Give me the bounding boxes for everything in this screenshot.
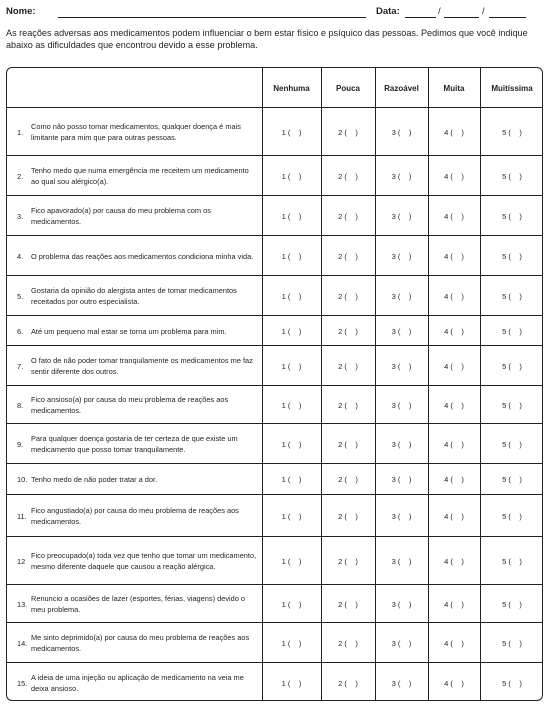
question-text — [17, 386, 257, 424]
question-text — [17, 585, 257, 623]
option-3-checkbox[interactable]: 3 ( ) — [391, 251, 412, 261]
option-3-checkbox[interactable]: 3 ( ) — [391, 599, 412, 609]
option-5-checkbox[interactable]: 5 ( ) — [502, 556, 522, 566]
option-5-checkbox[interactable]: 5 ( ) — [502, 439, 522, 449]
option-1-checkbox[interactable]: 1 ( ) — [281, 291, 302, 301]
date-day-field[interactable] — [405, 17, 436, 18]
option-4-checkbox[interactable]: 4 ( ) — [444, 211, 464, 221]
question-body: O problema das reações aos medicamentos condiciona minha vida. — [31, 251, 254, 261]
question-body: Como não posso tomar medicamentos, qualquer doença é mais limitante para mim que para outras pessoas. — [31, 122, 241, 142]
option-2-checkbox[interactable]: 2 ( ) — [338, 556, 358, 566]
name-label: Nome: — [6, 6, 36, 17]
option-2-checkbox[interactable]: 2 ( ) — [338, 171, 358, 181]
option-1-checkbox[interactable]: 1 ( ) — [281, 127, 302, 137]
option-4-checkbox[interactable]: 4 ( ) — [444, 511, 464, 521]
table-row — [7, 156, 542, 196]
option-3-checkbox[interactable]: 3 ( ) — [391, 211, 412, 221]
question-text — [17, 623, 257, 663]
option-5-checkbox[interactable]: 5 ( ) — [502, 171, 522, 181]
option-4-checkbox[interactable]: 4 ( ) — [444, 556, 464, 566]
question-text — [17, 196, 257, 236]
question-body: Gostaria da opinião do alergista antes de tomar medicamentos receitados por outro especialista. — [31, 286, 237, 306]
form-header — [6, 4, 546, 20]
question-body: Fico ansioso(a) por causa do meu problema de reações aos medicamentos. — [31, 395, 229, 415]
question-number: 6. — [17, 326, 24, 336]
question-number: 4. — [17, 251, 24, 261]
option-5-checkbox[interactable]: 5 ( ) — [502, 475, 522, 484]
table-row — [7, 236, 542, 276]
table-row — [7, 196, 542, 236]
option-1-checkbox[interactable]: 1 ( ) — [281, 511, 302, 521]
option-1-checkbox[interactable]: 1 ( ) — [281, 251, 302, 261]
question-body: Fico preocupado(a) toda vez que tenho que tomar um medicamento, mesmo diferente daquele que causou a reação alérgica. — [31, 551, 257, 571]
question-text — [17, 663, 257, 701]
table-row — [7, 316, 542, 346]
option-1-checkbox[interactable]: 1 ( ) — [281, 678, 302, 688]
option-1-checkbox[interactable]: 1 ( ) — [281, 400, 302, 410]
option-5-checkbox[interactable]: 5 ( ) — [502, 291, 522, 301]
option-3-checkbox[interactable]: 3 ( ) — [391, 291, 412, 301]
option-1-checkbox[interactable]: 1 ( ) — [281, 638, 302, 648]
option-5-checkbox[interactable]: 5 ( ) — [502, 511, 522, 521]
option-3-checkbox[interactable]: 3 ( ) — [391, 439, 412, 449]
question-body: A ideia de uma injeção ou aplicação de medicamento na veia me deixa ansioso. — [31, 673, 244, 693]
option-1-checkbox[interactable]: 1 ( ) — [281, 599, 302, 609]
table-row — [7, 276, 542, 316]
table-row — [7, 424, 542, 464]
table-row — [7, 623, 542, 663]
option-5-checkbox[interactable]: 5 ( ) — [502, 326, 522, 336]
question-number: 5. — [17, 291, 24, 301]
column-header: Muita — [443, 83, 465, 93]
question-text — [17, 424, 257, 464]
question-text — [17, 108, 257, 156]
questionnaire-table — [6, 67, 543, 701]
option-2-checkbox[interactable]: 2 ( ) — [338, 475, 358, 484]
question-text — [17, 276, 257, 316]
option-3-checkbox[interactable]: 3 ( ) — [391, 678, 412, 688]
option-2-checkbox[interactable]: 2 ( ) — [338, 251, 358, 261]
option-4-checkbox[interactable]: 4 ( ) — [444, 361, 464, 371]
question-number: 9. — [17, 439, 24, 449]
question-number: 7. — [17, 361, 24, 371]
option-2-checkbox[interactable]: 2 ( ) — [338, 326, 358, 336]
option-2-checkbox[interactable]: 2 ( ) — [338, 638, 358, 648]
column-header: Nenhuma — [273, 83, 310, 93]
option-2-checkbox[interactable]: 2 ( ) — [338, 511, 358, 521]
option-2-checkbox[interactable]: 2 ( ) — [338, 678, 358, 688]
question-body: Para qualquer doença gostaria de ter certeza de que existe um medicamento que posso tomar tranquilamente. — [31, 434, 238, 454]
question-body: Tenho medo que numa emergência me receitem um medicamento ao qual sou alérgico(a). — [31, 166, 249, 186]
option-5-checkbox[interactable]: 5 ( ) — [502, 127, 522, 137]
option-3-checkbox[interactable]: 3 ( ) — [391, 171, 412, 181]
option-1-checkbox[interactable]: 1 ( ) — [281, 439, 302, 449]
option-4-checkbox[interactable]: 4 ( ) — [444, 171, 464, 181]
date-label: Data: — [376, 6, 400, 17]
table-row — [7, 663, 542, 701]
question-text — [17, 316, 257, 346]
table-row — [7, 346, 542, 386]
option-4-checkbox[interactable]: 4 ( ) — [444, 599, 464, 609]
option-2-checkbox[interactable]: 2 ( ) — [338, 400, 358, 410]
intro-text: As reações adversas aos medicamentos podem influenciar o bem estar físico e psíquico das pessoas. Pedimos que você indique abaixo as dificuldades que encontrou devido a esse problema. — [6, 28, 528, 50]
option-3-checkbox[interactable]: 3 ( ) — [391, 400, 412, 410]
option-4-checkbox[interactable]: 4 ( ) — [444, 400, 464, 410]
question-number: 15. — [17, 678, 28, 688]
table-header-row — [7, 68, 542, 108]
option-4-checkbox[interactable]: 4 ( ) — [444, 475, 464, 484]
question-number: 2. — [17, 171, 24, 181]
table-row — [7, 537, 542, 585]
question-body: Tenho medo de não poder tratar a dor. — [31, 475, 158, 484]
option-3-checkbox[interactable]: 3 ( ) — [391, 326, 412, 336]
name-field[interactable] — [58, 17, 366, 18]
option-5-checkbox[interactable]: 5 ( ) — [502, 678, 522, 688]
option-2-checkbox[interactable]: 2 ( ) — [338, 127, 358, 137]
option-2-checkbox[interactable]: 2 ( ) — [338, 211, 358, 221]
option-4-checkbox[interactable]: 4 ( ) — [444, 678, 464, 688]
question-number: 8. — [17, 400, 24, 410]
option-1-checkbox[interactable]: 1 ( ) — [281, 211, 302, 221]
question-text — [17, 537, 257, 585]
option-2-checkbox[interactable]: 2 ( ) — [338, 361, 358, 371]
question-body: Me sinto deprimido(a) por causa do meu problema de reações aos medicamentos. — [31, 633, 250, 653]
option-3-checkbox[interactable]: 3 ( ) — [391, 511, 412, 521]
table-row — [7, 585, 542, 623]
option-5-checkbox[interactable]: 5 ( ) — [502, 361, 522, 371]
option-1-checkbox[interactable]: 1 ( ) — [281, 171, 302, 181]
table-row — [7, 108, 542, 156]
option-5-checkbox[interactable]: 5 ( ) — [502, 638, 522, 648]
option-4-checkbox[interactable]: 4 ( ) — [444, 127, 464, 137]
option-4-checkbox[interactable]: 4 ( ) — [444, 251, 464, 261]
question-body: O fato de não poder tomar tranquilamente os medicamentos me faz sentir diferente dos outros. — [31, 356, 253, 376]
option-5-checkbox[interactable]: 5 ( ) — [502, 211, 522, 221]
option-1-checkbox[interactable]: 1 ( ) — [281, 326, 302, 336]
option-5-checkbox[interactable]: 5 ( ) — [502, 599, 522, 609]
option-5-checkbox[interactable]: 5 ( ) — [502, 400, 522, 410]
table-row — [7, 386, 542, 424]
question-number: 10. — [17, 475, 28, 484]
question-text — [17, 346, 257, 386]
option-1-checkbox[interactable]: 1 ( ) — [281, 361, 302, 371]
question-text — [17, 236, 257, 276]
question-number: 11. — [17, 511, 27, 521]
option-5-checkbox[interactable]: 5 ( ) — [502, 251, 522, 261]
question-number: 14. — [17, 638, 28, 648]
question-number: 3. — [17, 211, 24, 221]
date-separator: / — [438, 6, 441, 17]
option-2-checkbox[interactable]: 2 ( ) — [338, 291, 358, 301]
table-row — [7, 464, 542, 495]
date-month-field[interactable] — [444, 17, 479, 18]
option-1-checkbox[interactable]: 1 ( ) — [281, 475, 302, 484]
question-number: 12 — [17, 556, 26, 566]
date-year-field[interactable] — [489, 17, 526, 18]
option-2-checkbox[interactable]: 2 ( ) — [338, 439, 358, 449]
column-header: Razoável — [384, 83, 419, 93]
option-4-checkbox[interactable]: 4 ( ) — [444, 439, 464, 449]
column-header: Pouca — [335, 83, 360, 93]
option-3-checkbox[interactable]: 3 ( ) — [391, 475, 412, 484]
option-2-checkbox[interactable]: 2 ( ) — [338, 599, 358, 609]
question-text — [17, 156, 257, 196]
column-header: Muitíssima — [491, 83, 533, 93]
option-3-checkbox[interactable]: 3 ( ) — [391, 638, 412, 648]
option-4-checkbox[interactable]: 4 ( ) — [444, 638, 464, 648]
question-body: Fico apavorado(a) por causa do meu problema com os medicamentos. — [31, 206, 211, 226]
date-separator: / — [482, 6, 485, 17]
option-3-checkbox[interactable]: 3 ( ) — [391, 361, 412, 371]
table-row — [7, 495, 542, 537]
question-body: Até um pequeno mal estar se torna um problema para mim. — [31, 326, 227, 336]
question-text — [17, 464, 257, 495]
question-number: 13. — [17, 599, 28, 609]
option-3-checkbox[interactable]: 3 ( ) — [391, 127, 412, 137]
question-text — [17, 495, 257, 537]
option-4-checkbox[interactable]: 4 ( ) — [444, 326, 464, 336]
option-3-checkbox[interactable]: 3 ( ) — [391, 556, 412, 566]
option-1-checkbox[interactable]: 1 ( ) — [281, 556, 302, 566]
question-body: Renuncio a ocasiões de lazer (esportes, férias, viagens) devido o meu problema. — [31, 594, 246, 614]
question-body: Fico angustiado(a) por causa do meu problema de reações aos medicamentos. — [31, 506, 239, 526]
option-4-checkbox[interactable]: 4 ( ) — [444, 291, 464, 301]
question-number: 1. — [17, 127, 24, 137]
